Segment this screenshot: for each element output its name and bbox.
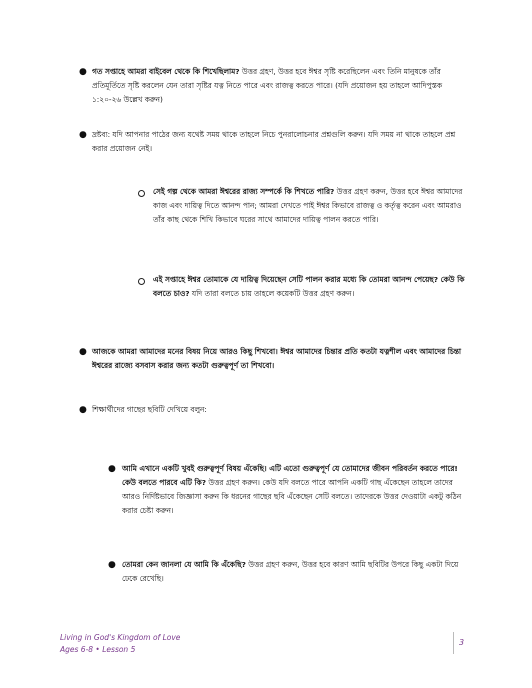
- instruction-text: যদি তারা বলতে চায় তাহলে কয়েকটি উত্তর গ্রহণ করুন।: [189, 289, 355, 298]
- hollow-bullet-icon: [138, 190, 145, 197]
- paragraph: [122, 462, 467, 518]
- footer-title: Living in God's Kingdom of Love: [60, 633, 181, 642]
- paragraph: [122, 558, 467, 586]
- bullet-icon: ●: [79, 405, 87, 415]
- footer-subtitle: Ages 6-8 • Lesson 5: [60, 645, 136, 654]
- question-text: আজকে আমরা আমাদের মনের বিষয় নিয়ে আরও কিছু শিখবো। ঈশ্বর আমাদের চিন্তার প্রতি কতটা যত্নশীল এবং আমাদের চিন্তা ঈশ্বরের রাজ্যে বসবাস করার জন্য কতটা গুরুত্বপূর্ণ তা শিখবো।: [92, 347, 462, 370]
- paragraph: [92, 345, 467, 373]
- question-text: আমি এখানে একটি খুবই গুরুত্বপূর্ণ বিষয় এঁকেছি। এটি এতো গুরুত্বপূর্ণ যে তোমাদের জীবন পরিবর্তন করতে পারে! কেউ বলতে পারবে এটি কি?: [122, 464, 458, 487]
- paragraph: [153, 185, 468, 227]
- instruction-text: শিক্ষার্থীদের গাছের ছবিটি দেখিয়ে বলুন:: [92, 405, 207, 414]
- bullet-icon: ●: [79, 347, 87, 357]
- paragraph: [153, 273, 468, 301]
- paragraph: [92, 128, 467, 156]
- bullet-icon: ●: [108, 560, 116, 570]
- instruction-text: উত্তর গ্রহণ করুন। কেউ যদি বলতে পারে আপনি একটি গাছ এঁকেছেন তাহলে তাদের আরও নির্দিষ্টভাবে জিজ্ঞাসা করুন কি ধরনের গাছের ছবি এঁকেছেন সেটি বলতে। তাদেরকে উত্তর দেওয়াটা একটু কঠিন করার চেষ্টা করুন।: [122, 478, 462, 515]
- bullet-icon: ●: [108, 464, 116, 474]
- page-number: 3: [459, 638, 465, 647]
- question-text: এই সপ্তাহে ঈশ্বর তোমাকে যে দায়িত্ব দিয়েছেন সেটি পালন করার মধ্যে কি তোমরা আনন্দ পেয়েছ? কেউ কি বলতে চাও?: [153, 275, 465, 298]
- bullet-icon: ●: [79, 130, 87, 140]
- paragraph: [92, 65, 467, 107]
- instruction-text: দ্রষ্টব্য: যদি আপনার পাঠের জন্য যথেষ্ট সময় থাকে তাহলে নিচে পুনরালোচনার প্রশ্নগুলি করুন। যদি সময় না থাকে তাহলে প্রশ্ন করার প্রয়োজন নেই।: [92, 130, 456, 153]
- question-text: গত সপ্তাহে আমরা বাইবেল থেকে কি শিখেছিলাম?: [92, 67, 240, 76]
- instruction-text: উত্তর গ্রহণ, উত্তর হবে ঈশ্বর সৃষ্টি করেছিলেন এবং তিনি মানুষকে তাঁর প্রতিমূর্তিতে সৃষ্টি করলেন যেন তারা সৃষ্টির যত্ন নিতে পারে এবং রাজত্ব করতে পারে। (যদি প্রয়োজন হয় তাহলে আদিপুস্তক ১:২০-২৬ উল্লেখ করুন): [92, 67, 443, 104]
- paragraph: [92, 403, 467, 417]
- instruction-text: উত্তর গ্রহণ করুন, উত্তর হবে কারণ আমি ছবিটির উপরে কিছু একটা দিয়ে ঢেকে রেখেছি।: [122, 560, 459, 583]
- instruction-text: উত্তর গ্রহণ করুন, উত্তর হবে ঈশ্বর আমাদের কাজ এবং দায়িত্ব দিতে আনন্দ পান; আমরা দেখতে পাই ঈশ্বর কিভাবে রাজত্ব ও কর্তৃত্ব করেন এবং আমরাও তাঁর কাছ থেকে শিখি কিভাবে ঘরের সাথে আমাদের দায়িত্ব পালন করতে পারি।: [153, 187, 463, 224]
- hollow-bullet-icon: [138, 278, 145, 285]
- footer-divider: [453, 632, 454, 654]
- question-text: সেই গল্প থেকে আমরা ঈশ্বরের রাজ্য সম্পর্কে কি শিখতে পারি?: [153, 187, 335, 196]
- bullet-icon: ●: [79, 67, 87, 77]
- question-text: তোমরা কেন জানলা যে আমি কি এঁকেছি?: [122, 560, 246, 569]
